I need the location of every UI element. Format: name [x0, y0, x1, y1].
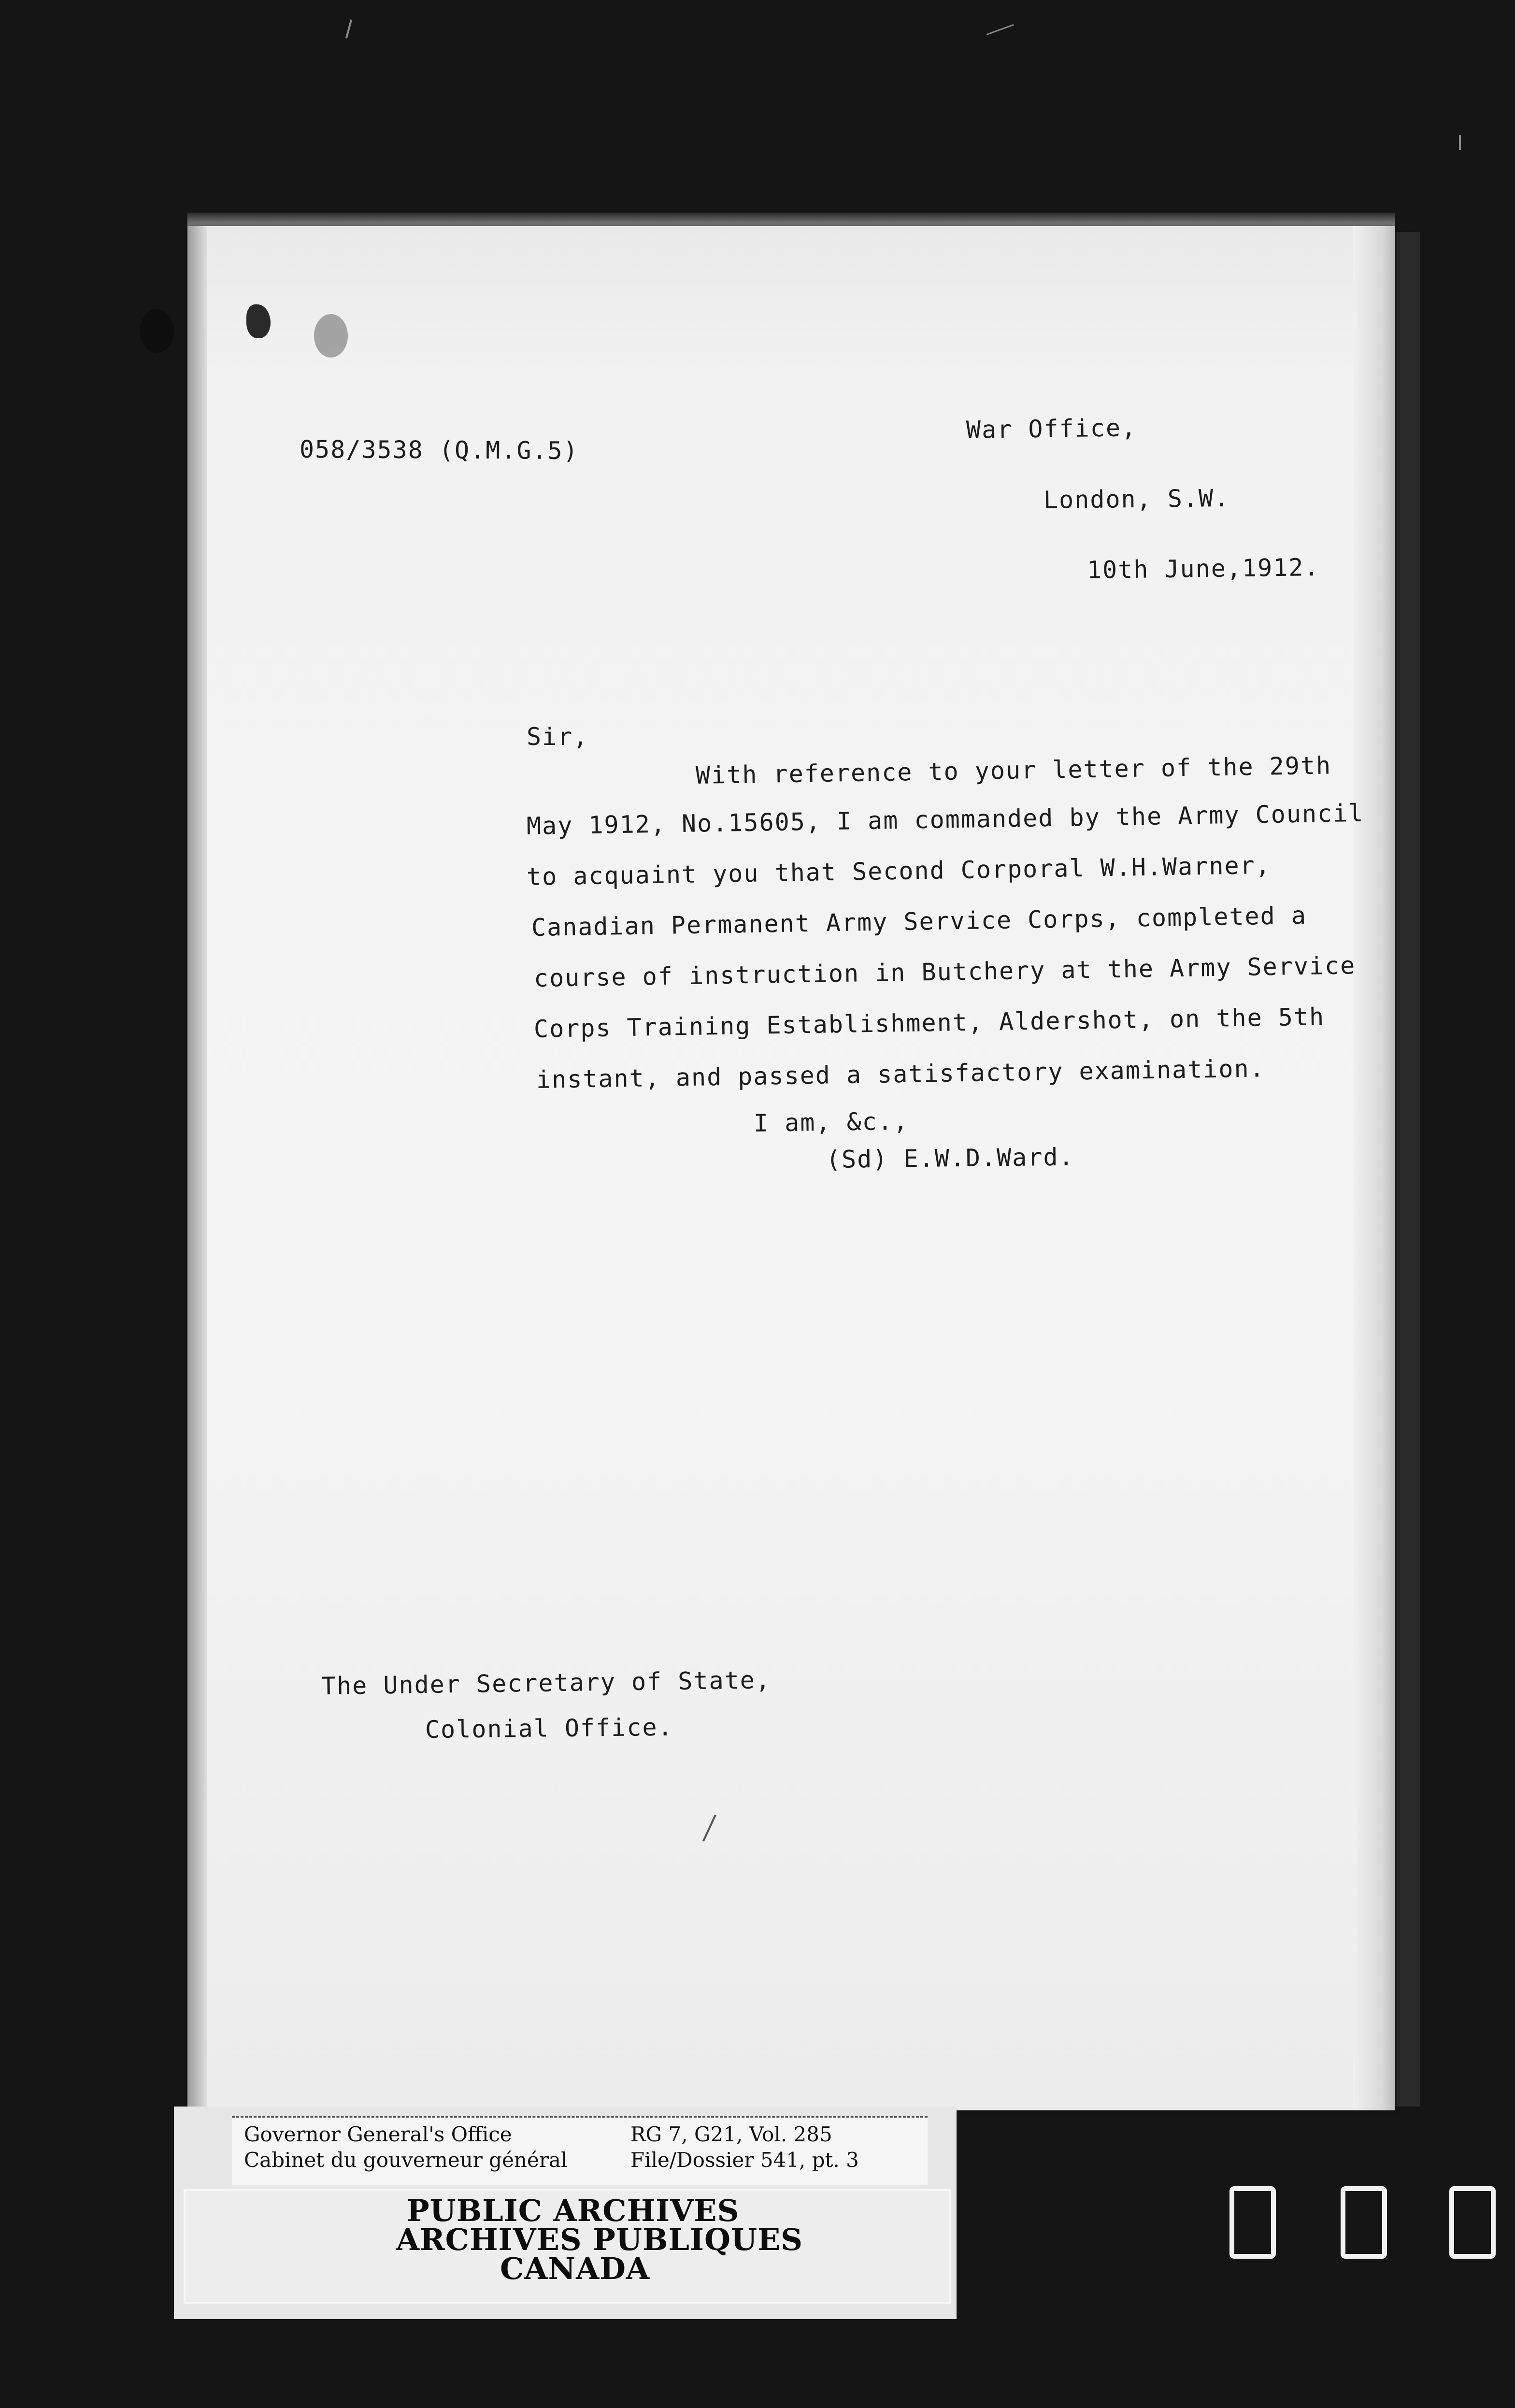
body-line: Corps Training Establishment, Aldershot, on the 5th	[533, 1003, 1325, 1043]
body-line: instant, and passed a satisfactory examination.	[536, 1054, 1266, 1094]
letter-date: 10th June,1912.	[1086, 553, 1320, 584]
body-line: course of instruction in Butchery at the Army Service	[533, 951, 1356, 992]
film-scratch	[1459, 135, 1461, 150]
office-name-fr: Cabinet du gouverneur général	[244, 2148, 568, 2172]
archives-title-en: PUBLIC ARCHIVES	[407, 2193, 740, 2228]
archives-country: CANADA	[500, 2251, 650, 2286]
frame-counter-digit	[1341, 2186, 1387, 2259]
page-left-edge	[187, 226, 207, 2110]
frame-counter-digit	[1229, 2186, 1276, 2259]
punch-hole-mark	[140, 309, 174, 353]
body-line: With reference to your letter of the 29th	[695, 751, 1332, 789]
recipient-title: The Under Secretary of State,	[321, 1666, 772, 1700]
body-line: Canadian Permanent Army Service Corps, completed a	[531, 901, 1307, 942]
salutation: Sir,	[527, 723, 589, 751]
closing: I am, &c.,	[753, 1107, 909, 1137]
sender-office: War Office,	[966, 414, 1137, 444]
sender-city: London, S.W.	[1043, 484, 1230, 514]
under-page-edge	[1391, 232, 1420, 2107]
frame-counter-digit	[1449, 2186, 1496, 2259]
recipient-office: Colonial Office.	[425, 1713, 673, 1744]
body-line: to acquaint you that Second Corporal W.H.Warner,	[526, 851, 1272, 891]
body-line: May 1912, No.15605, I am commanded by the Army Council	[526, 799, 1364, 840]
file-number: File/Dossier 541, pt. 3	[630, 2148, 859, 2172]
reference-number: 058/3538 (Q.M.G.5)	[299, 435, 579, 465]
page-right-edge	[1353, 226, 1395, 2110]
office-name-en: Governor General's Office	[244, 2122, 512, 2146]
smudge-mark	[314, 314, 348, 358]
signature: (Sd) E.W.D.Ward.	[826, 1143, 1074, 1174]
archives-title-fr: ARCHIVES PUBLIQUES	[396, 2222, 803, 2257]
record-group: RG 7, G21, Vol. 285	[630, 2122, 832, 2146]
